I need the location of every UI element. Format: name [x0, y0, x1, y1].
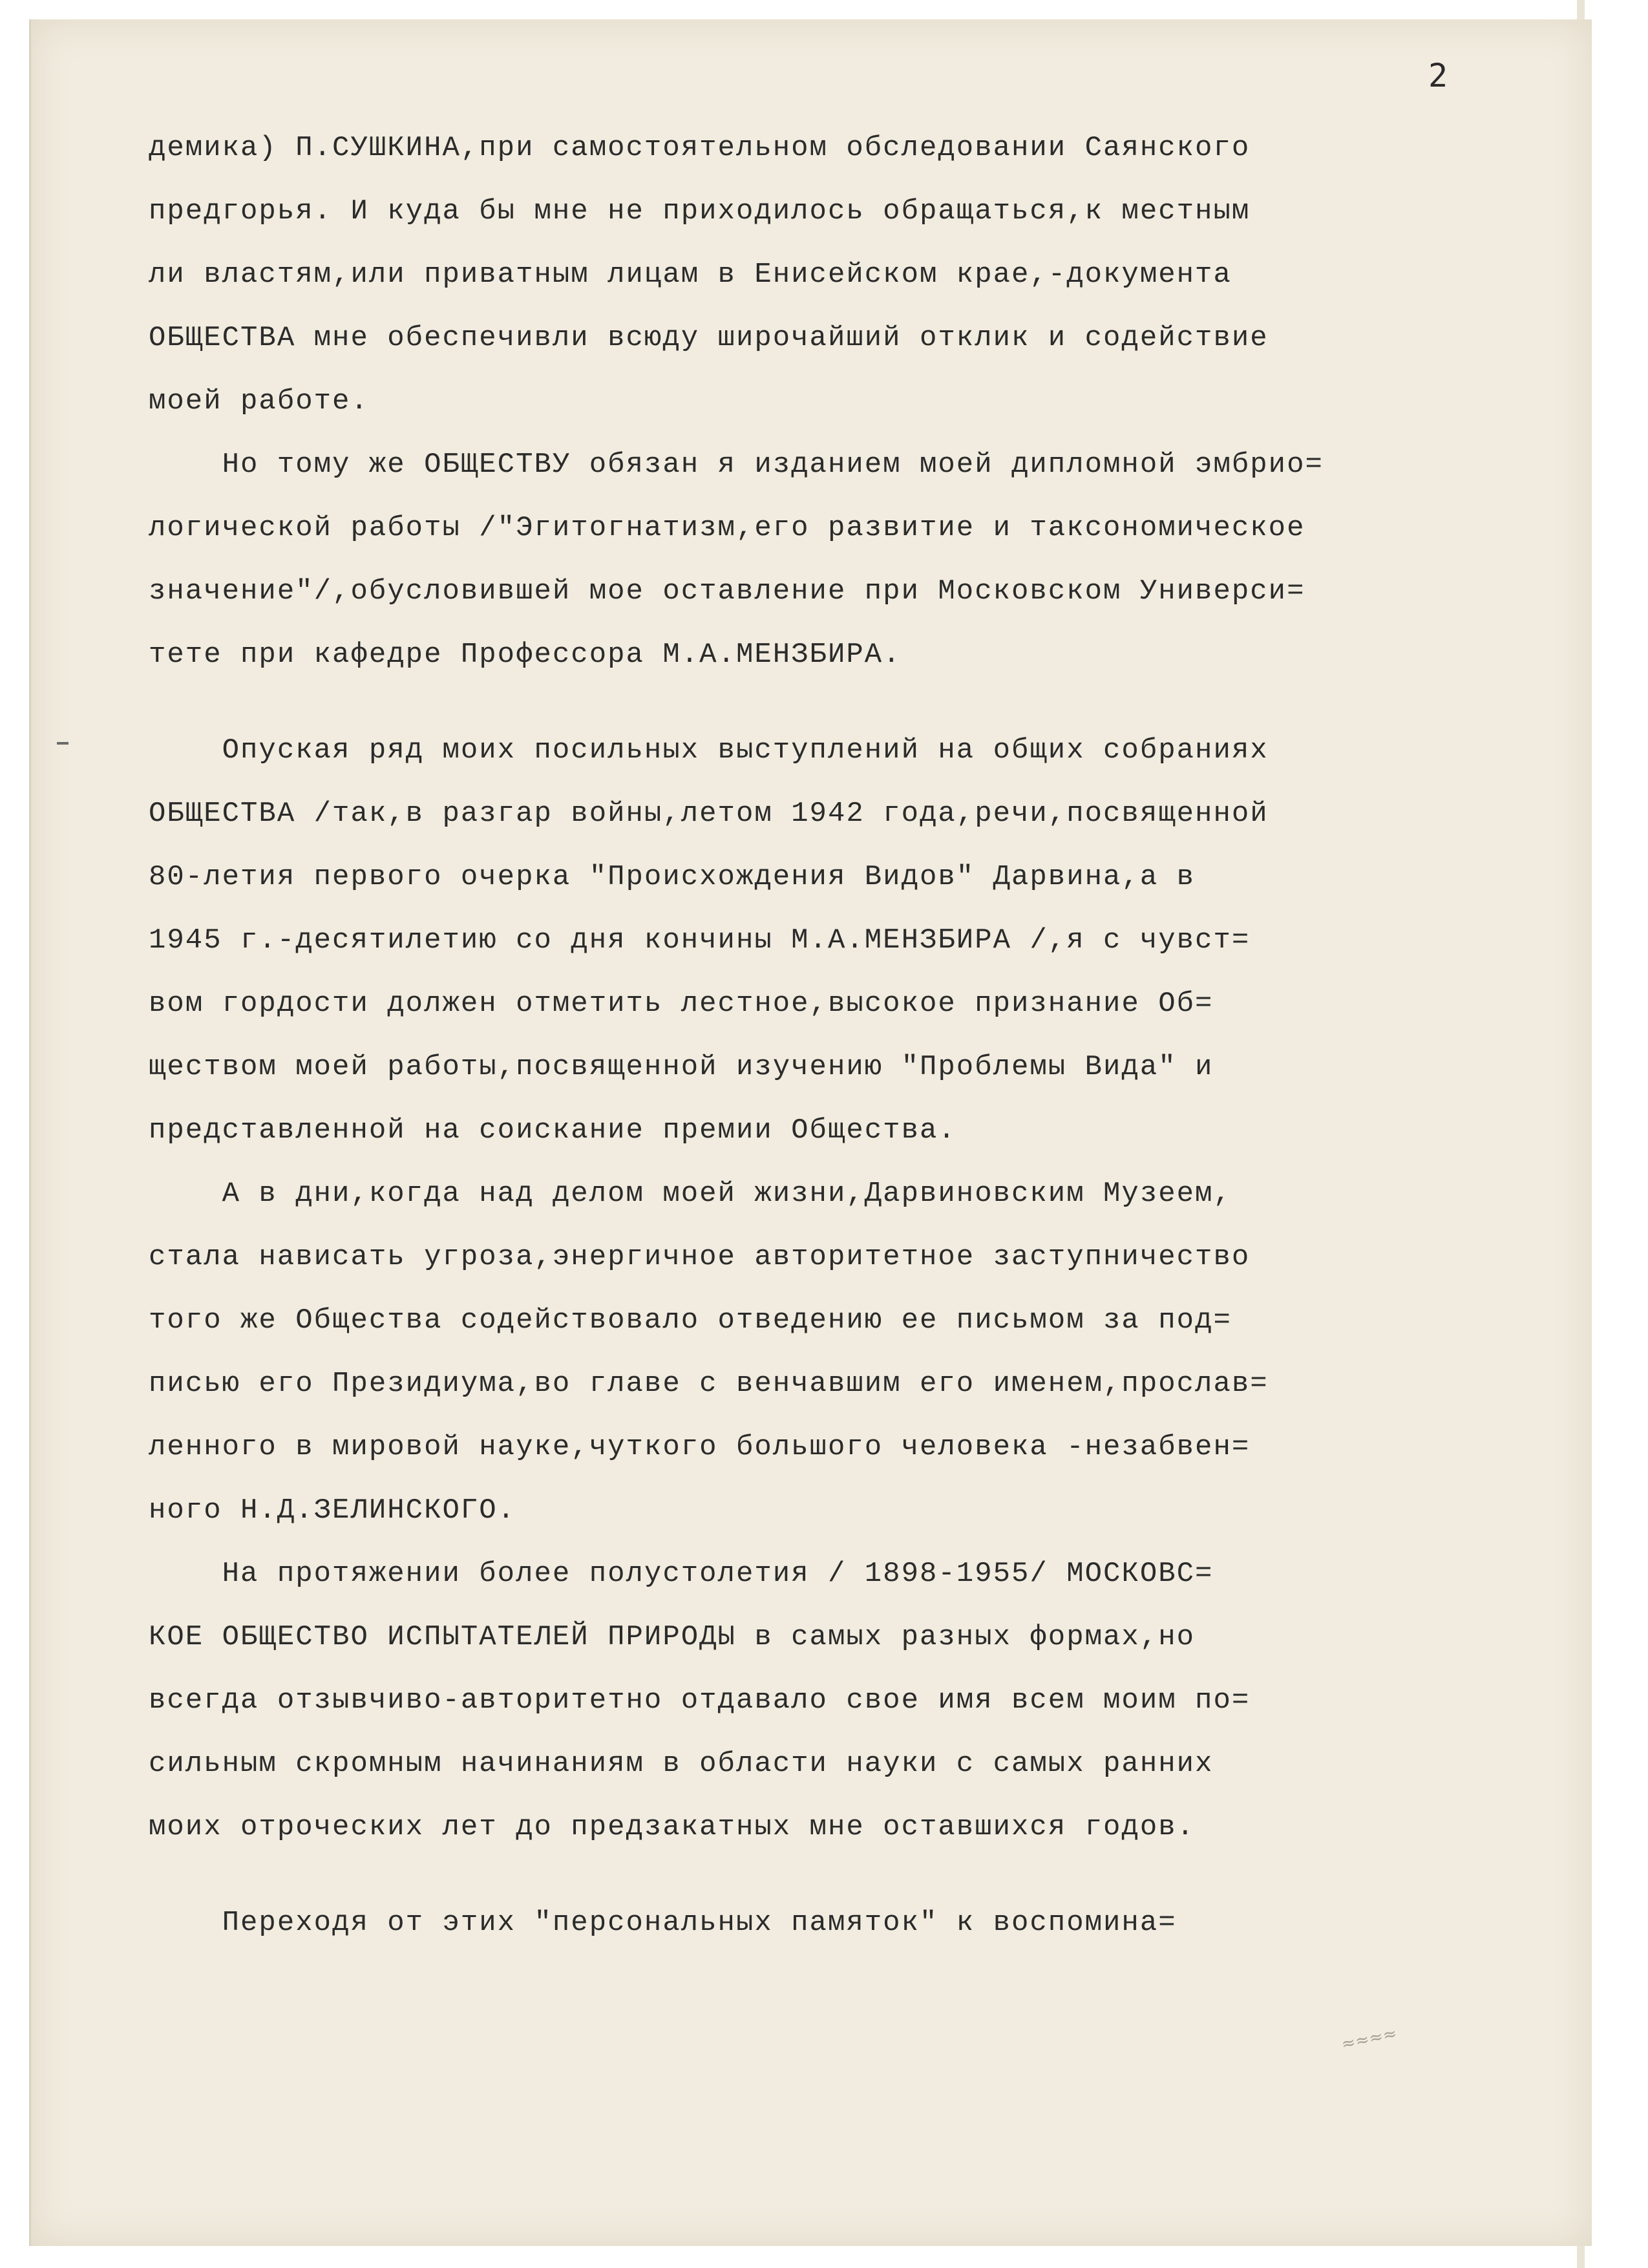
text-line: логической работы /"Эгитогнатизм,его развитие и таксономическое — [149, 512, 1305, 544]
text-line: стала нависать угроза,энергичное авторитетное заступничество — [149, 1241, 1251, 1273]
text-line: ществом моей работы,посвященной изучению "Проблемы Вида" и — [149, 1051, 1214, 1083]
text-line: ленного в мировой науке,чуткого большого человека -незабвен= — [149, 1431, 1251, 1463]
text-line: Опуская ряд моих посильных выступлений на общих собраниях — [149, 734, 1269, 767]
typewritten-text — [149, 116, 1506, 1955]
text-line: ли властям,или приватным лицам в Енисейском крае,-документа — [149, 259, 1232, 291]
text-line: того же Общества содействовало отведению ее письмом за под= — [149, 1304, 1232, 1337]
text-line: вом гордости должен отметить лестное,высокое признание Об= — [149, 988, 1214, 1020]
text-line: 80-летия первого очерка "Происхождения Видов" Дарвина,а в — [149, 861, 1196, 893]
text-line: ного Н.Д.ЗЕЛИНСКОГО. — [149, 1494, 516, 1527]
text-line: 1945 г.-десятилетию со дня кончины М.А.МЕНЗБИРА /,я с чувст= — [149, 924, 1251, 957]
text-line: моей работе. — [149, 385, 369, 418]
faint-stamp-mark: ≈≈≈≈ — [1339, 2024, 1399, 2055]
text-line: моих отроческих лет до предзакатных мне оставшихся годов. — [149, 1811, 1196, 1843]
text-line: сильным скромным начинаниям в области науки с самых ранних — [149, 1748, 1214, 1780]
text-line: писью его Президиума,во главе с венчавшим его именем,прослав= — [149, 1368, 1269, 1400]
page-number: 2 — [1428, 57, 1448, 94]
text-line: представленной на соискание премии Общества. — [149, 1114, 956, 1147]
text-line: ОБЩЕСТВА мне обеспечивли всюду широчайший отклик и содействие — [149, 322, 1269, 354]
text-line: тете при кафедре Профессора М.А.МЕНЗБИРА. — [149, 639, 902, 671]
text-line: значение"/,обусловившей мое оставление при Московском Универси= — [149, 575, 1305, 608]
text-line: ОБЩЕСТВА /так,в разгар войны,летом 1942 года,речи,посвященной — [149, 798, 1269, 830]
text-line: Переходя от этих "персональных памяток" к воспомина= — [149, 1907, 1177, 1939]
margin-mark — [57, 742, 69, 745]
text-line: А в дни,когда над делом моей жизни,Дарвиновским Музеем, — [149, 1178, 1232, 1210]
text-line: всегда отзывчиво-авторитетно отдавало свое имя всем моим по= — [149, 1684, 1251, 1717]
text-line: Но тому же ОБЩЕСТВУ обязан я изданием моей дипломной эмбрио= — [149, 449, 1324, 481]
text-line: На протяжении более полустолетия / 1898-1955/ МОСКОВС= — [149, 1558, 1214, 1590]
text-line: КОЕ ОБЩЕСТВО ИСПЫТАТЕЛЕЙ ПРИРОДЫ в самых разных формах,но — [149, 1621, 1196, 1653]
text-line: демика) П.СУШКИНА,при самостоятельном обследовании Саянского — [149, 132, 1251, 164]
text-line: предгорья. И куда бы мне не приходилось обращаться,к местным — [149, 195, 1251, 228]
paragraph-gap — [149, 1859, 1506, 1891]
paragraph-gap — [149, 686, 1506, 719]
